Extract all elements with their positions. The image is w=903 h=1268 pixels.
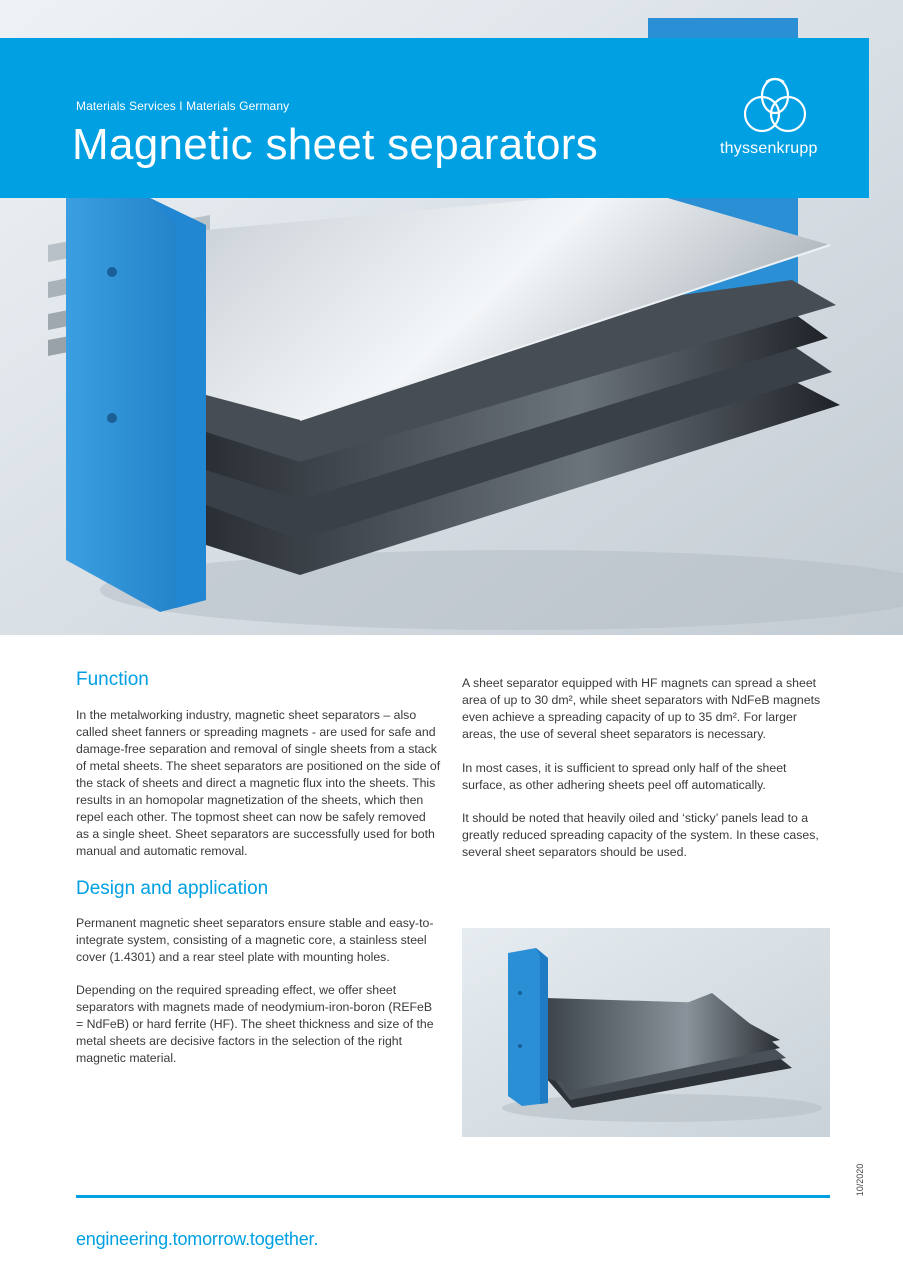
footer-slogan: engineering.tomorrow.together. — [76, 1229, 319, 1249]
date-text: 10/2020 — [855, 1163, 865, 1197]
left-column — [76, 668, 442, 1084]
design-text-2: Depending on the required spreading effect, we offer sheet separators with magnets made of neodymium-iron-boron (REFeB = NdFeB) or hard ferrite (HF). The sheet thickness and size of the metal sheets are decisive factors in the selection of the right magnetic material. — [76, 983, 434, 1065]
right-para-3: It should be noted that heavily oiled and ‘sticky’ panels lead to a greatly reduced spreading capacity of the system. In these cases, several sheet separators should be used. — [462, 811, 819, 859]
product-photo — [462, 928, 830, 1137]
footer-rule — [76, 1195, 830, 1198]
publication-date — [853, 1160, 867, 1200]
right-column — [462, 675, 828, 878]
thyssenkrupp-logo-icon — [742, 76, 808, 136]
header-banner — [0, 38, 869, 198]
page-title: Magnetic sheet separators — [72, 120, 599, 169]
header-subtitle: Materials Services I Materials Germany — [76, 99, 290, 113]
brand-name: thyssenkrupp — [720, 140, 818, 157]
sheet-separator-photo — [462, 928, 830, 1137]
right-para-2: In most cases, it is sufficient to spread only half of the sheet surface, as other adhering sheets peel off automatically. — [462, 760, 787, 792]
function-heading: Function — [76, 669, 149, 690]
brand-logo — [720, 76, 832, 158]
right-para-1: A sheet separator equipped with HF magnets can spread a sheet area of up to 30 dm², while sheet separators with NdFeB magnets even achieve a spreading capacity of up to 35 dm². For larger areas, the use of several sheet separators is necessary. — [462, 676, 821, 741]
design-text-1: Permanent magnetic sheet separators ensure stable and easy-to-integrate system, consisting of a magnetic core, a stainless steel cover (1.4301) and a rear steel plate with mounting holes. — [76, 915, 434, 964]
function-text: In the metalworking industry, magnetic sheet separators – also called sheet fanners or spreading magnets - are used for safe and damage-free separation and removal of single sheets from a stack of metal sheets. The sheet separators are positioned on the side of the stack of sheets and direct a magnetic flux into the sheets. This results in an homopolar magnetization of the sheets, which then repel each other. The topmost sheet can now be safely removed as a single sheet. Sheet separators are successfully used for both manual and automatic removal. — [76, 708, 441, 858]
design-heading: Design and application — [76, 877, 269, 899]
